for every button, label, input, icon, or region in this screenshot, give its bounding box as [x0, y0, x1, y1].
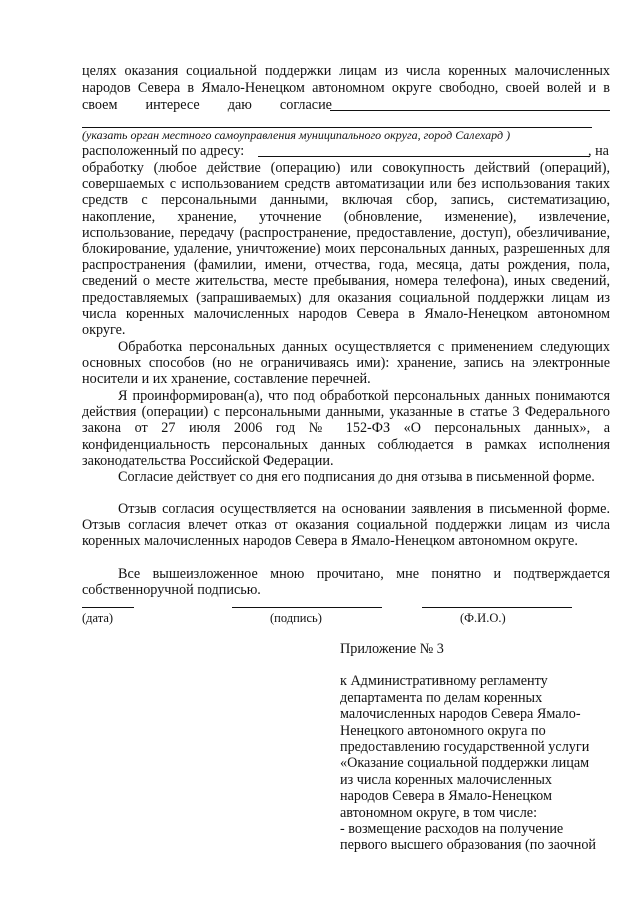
appendix-line: из числа коренных малочисленных: [340, 771, 553, 788]
address-label: расположенный по адресу:: [82, 143, 245, 159]
paragraph-informed: Я проинформирован(а), что под обработкой персональных данных понимаются действия (операции) с персональными данными, указанные в статье 3 Федерального закона от 27 июля 2006 год № 152-ФЗ «О персональных данных», а конфиденциальность персональных данных соблюдается в рамках исполнения законодательства Российской Федерации.: [82, 388, 610, 469]
appendix-line: департамента по делам коренных: [340, 689, 543, 706]
intro-line-1: целях оказания социальной поддержки лицам из числа коренных малочисленных: [82, 63, 610, 79]
paragraph-confirm: Все вышеизложенное мною прочитано, мне понятно и подтверждается собственноручной подписью.: [82, 566, 610, 599]
appendix-line: автономном округе, в том числе:: [340, 804, 538, 821]
word-dayu: даю: [227, 97, 252, 113]
fio-label: (Ф.И.О.): [460, 611, 506, 625]
appendix-title: Приложение № 3: [340, 641, 444, 657]
word-interese: интересе: [145, 97, 200, 113]
fio-blank[interactable]: [422, 607, 572, 608]
signature-label: (подпись): [270, 611, 322, 625]
intro-line-2: народов Севера в Ямало-Ненецком автономном округе свободно, своей волей и в: [82, 80, 610, 96]
consent-organ-blank[interactable]: [330, 110, 610, 111]
paragraph-withdraw: Отзыв согласия осуществляется на основании заявления в письменной форме. Отзыв согласия влечет отказ от оказания социальной поддержки лицам из числа коренных малочисленных народов Севера в Ямало-Ненецком автономном округе.: [82, 501, 610, 550]
date-label: (дата): [82, 611, 114, 625]
signature-blank[interactable]: [232, 607, 382, 608]
address-suffix: , на: [588, 143, 609, 159]
appendix-line: малочисленных народов Севера Ямало-: [340, 706, 581, 723]
organ-hint: (указать орган местного самоуправления муниципального округа, город Салехард ): [82, 128, 511, 142]
appendix-line: первого высшего образования (по заочной: [340, 837, 597, 854]
intro-line-3: [82, 97, 332, 113]
appendix-line: к Административному регламенту: [340, 673, 548, 690]
address-blank[interactable]: [258, 156, 590, 157]
word-svoem: своем: [82, 97, 118, 113]
date-blank[interactable]: [82, 607, 134, 608]
word-soglasie: согласие: [279, 97, 332, 113]
paragraph-processing: обработку (любое действие (операцию) или совокупность действий (операций), совершаемых с использованием средств автоматизации или без использования таких средств с персональными данными, включая сбор, запись, систематизацию, накопление, хранение, уточнение (обновление, изменение), извлечение, использование, передачу (распространение, предоставление, доступ), обезличивание, блокирование, удаление, уничтожение) моих персональных данных, разрешенных для распространения (фамилии, имени, отчества, года, месяца, даты рождения, пола, сведений о месте жительства, месте пребывания, номера телефона), иных сведений, предоставляемых (запрашиваемых) для оказания социальной поддержки лицам из числа коренных малочисленных народов Севера в Ямало-Ненецком автономном округе.: [82, 160, 610, 339]
appendix-line: Ненецкого автономного округа по: [340, 722, 546, 739]
paragraph-validity: Согласие действует со дня его подписания до дня отзыва в письменной форме.: [118, 469, 595, 485]
appendix-line: предоставлению государственной услуги: [340, 739, 590, 756]
appendix-line: народов Севера в Ямало-Ненецком: [340, 788, 552, 805]
appendix-line: - возмещение расходов на получение: [340, 821, 564, 838]
appendix-line: «Оказание социальной поддержки лицам: [340, 755, 590, 772]
paragraph-methods: Обработка персональных данных осуществляется с применением следующих основных способов (но не ограничиваясь ими): хранение, запись на электронные носители и их хранение, составление перечней.: [82, 339, 610, 388]
appendix-block: [340, 641, 616, 854]
